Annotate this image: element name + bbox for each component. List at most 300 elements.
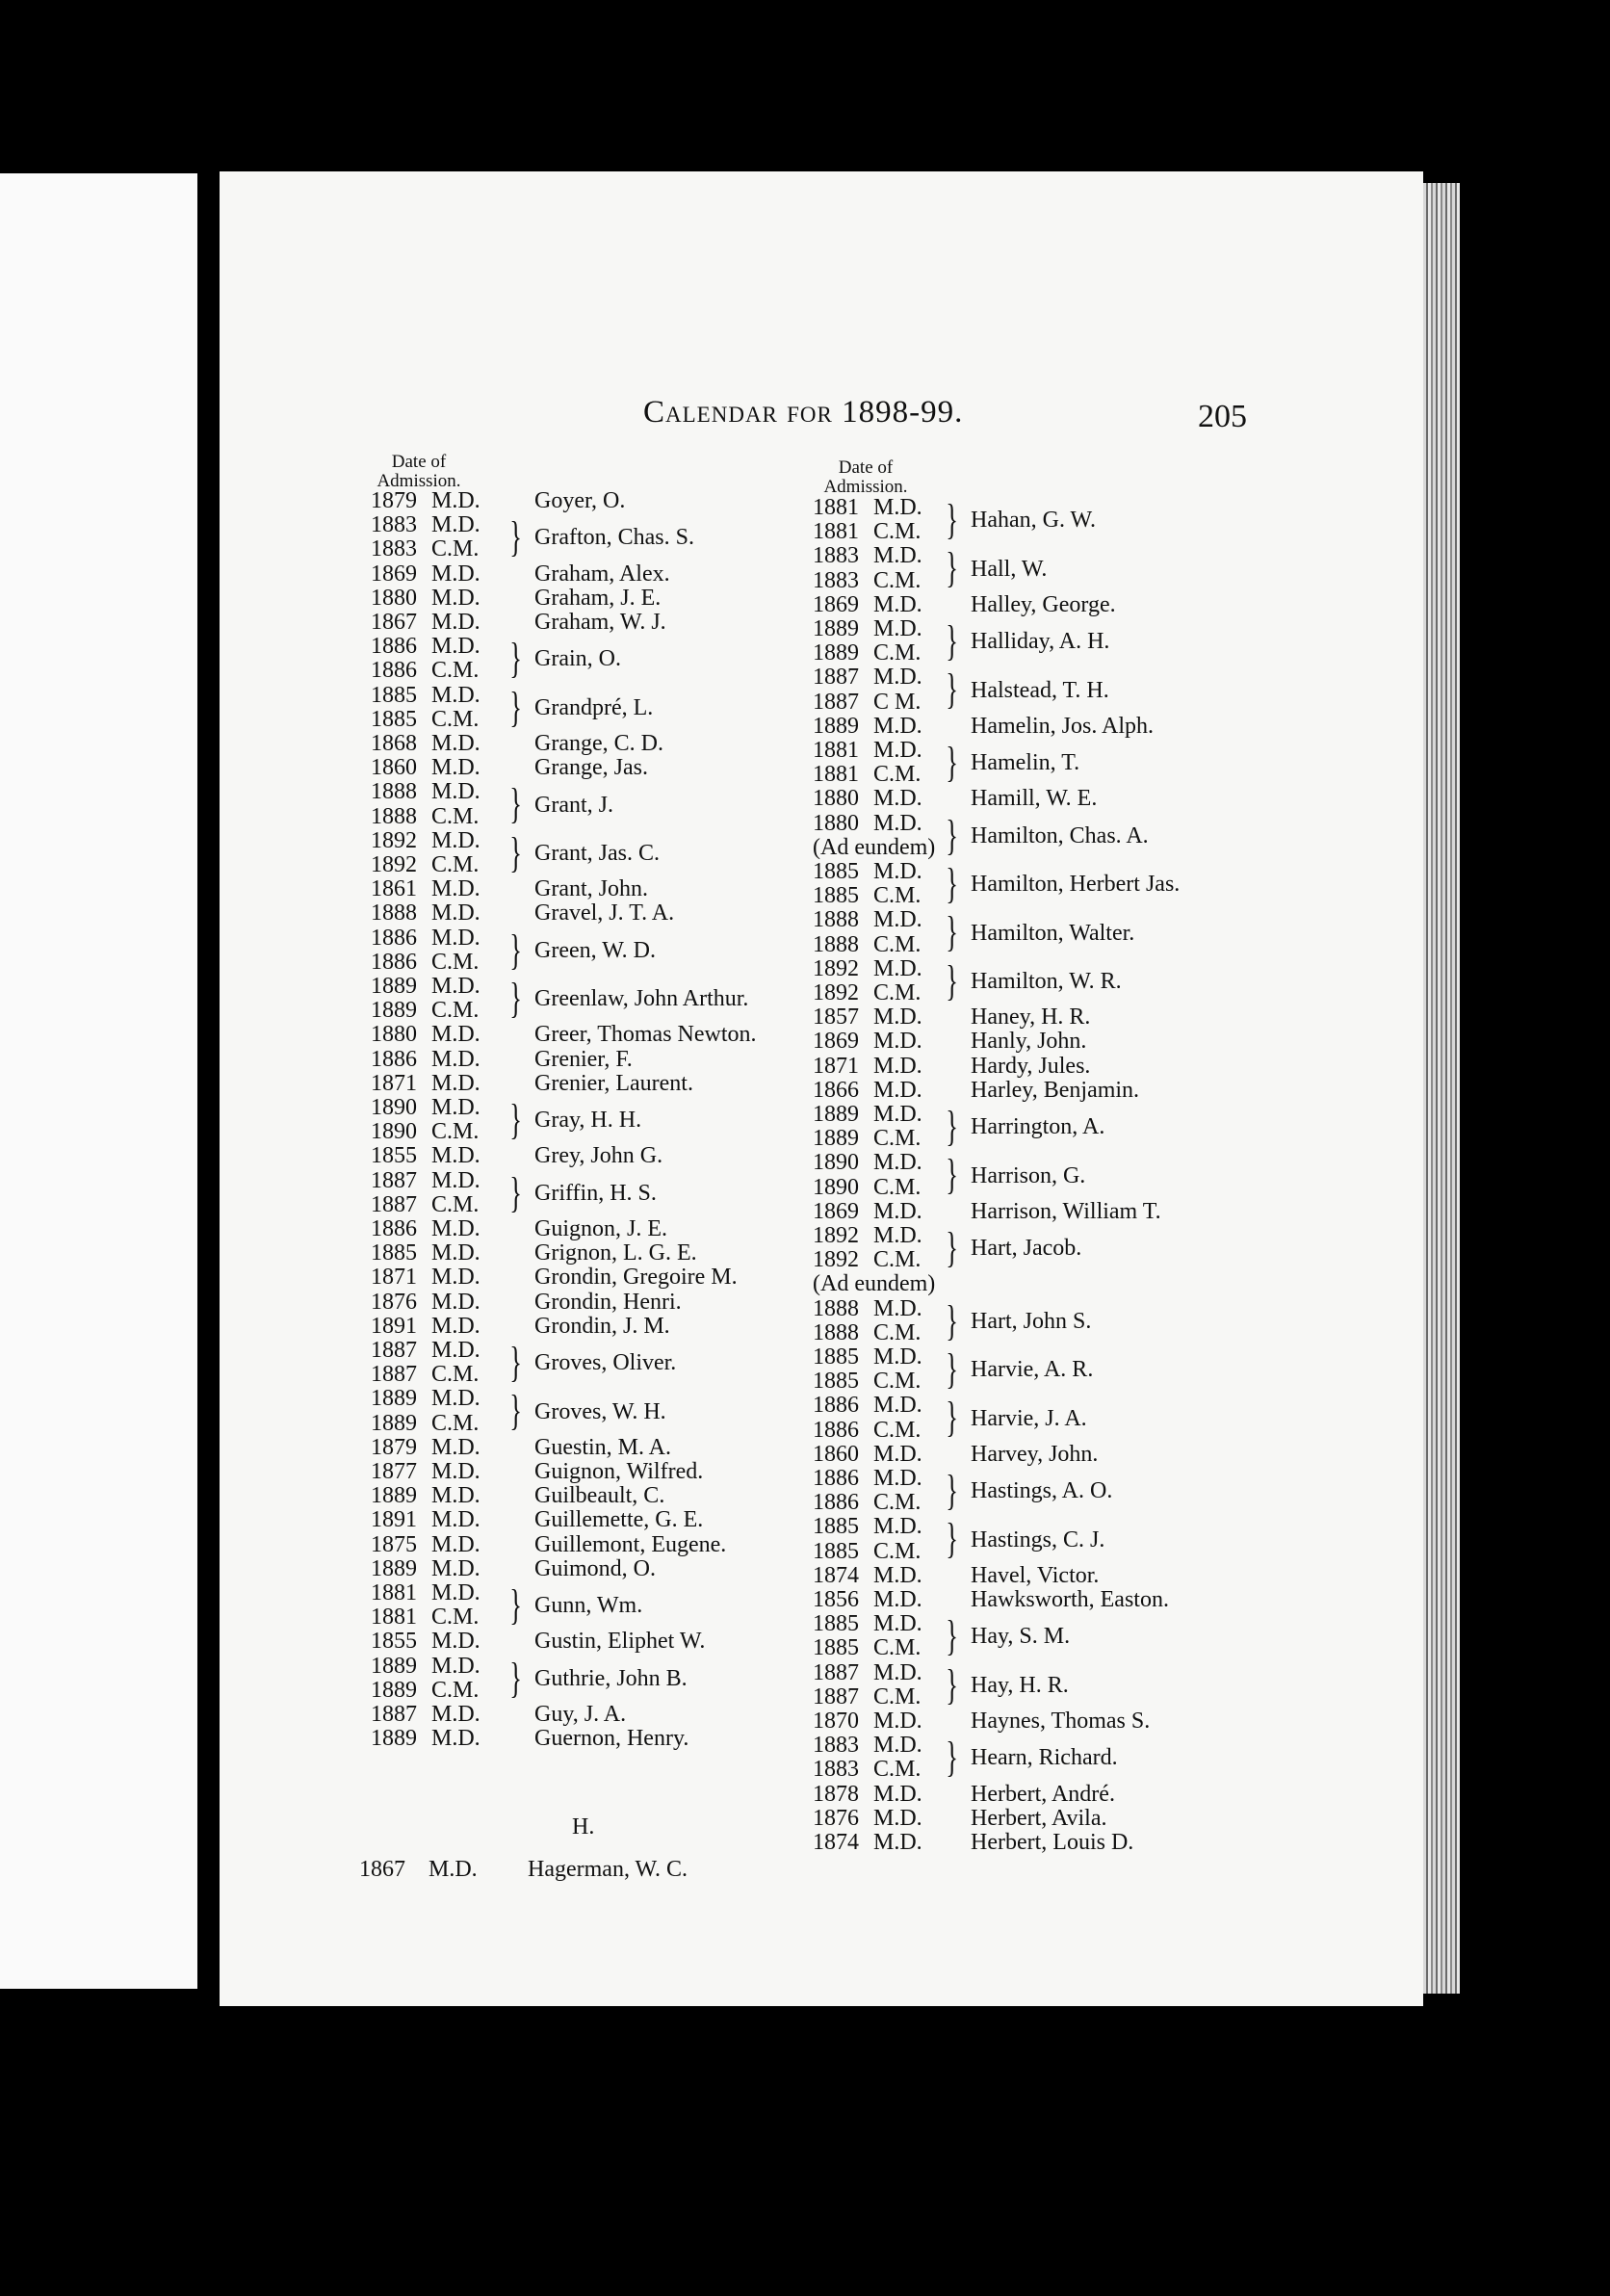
admission-year: 1881 [813, 762, 859, 788]
graduate-name: Harvie, J. A. [971, 1405, 1087, 1431]
degree: M.D. [431, 1313, 480, 1339]
pair-brace: } [946, 1394, 958, 1442]
degree: M.D. [431, 1070, 480, 1096]
degree: C.M. [873, 1247, 922, 1273]
degree: M.D. [873, 1830, 922, 1855]
admission-year: 1887 [813, 665, 859, 691]
admission-year: 1886 [371, 1046, 417, 1072]
admission-year: 1889 [371, 998, 417, 1024]
graduate-name: Hastings, C. J. [971, 1526, 1105, 1552]
graduate-name: Hardy, Jules. [971, 1053, 1091, 1079]
admission-year: 1887 [371, 1362, 417, 1388]
graduate-name: Goyer, O. [534, 488, 626, 513]
admission-year: 1891 [371, 1507, 417, 1533]
degree: M.D. [431, 1555, 480, 1581]
degree: M.D. [873, 1150, 922, 1176]
graduate-name: Hamilton, Herbert Jas. [971, 872, 1181, 898]
degree: C.M. [873, 640, 922, 666]
degree: M.D. [873, 1102, 922, 1127]
admission-year: 1889 [371, 1483, 417, 1509]
graduate-name: Grenier, F. [534, 1046, 633, 1072]
graduate-name: Hamilton, W. R. [971, 969, 1122, 994]
graduate-name: Harley, Benjamin. [971, 1077, 1140, 1103]
degree: M.D. [873, 1198, 922, 1224]
degree: M.D. [431, 1702, 480, 1727]
admission-year: 1888 [813, 907, 859, 933]
graduate-name: Hawksworth, Easton. [971, 1587, 1169, 1612]
degree: M.D. [428, 1857, 478, 1882]
degree: C.M. [873, 1490, 922, 1516]
degree: M.D. [873, 1077, 922, 1103]
pair-brace: } [946, 544, 958, 592]
graduate-name: Guignon, J. E. [534, 1216, 667, 1241]
admission-year: 1883 [371, 536, 417, 562]
admission-year: 1885 [813, 1514, 859, 1540]
admission-year: 1855 [371, 1629, 417, 1655]
graduate-name: Grange, Jas. [534, 755, 648, 781]
pair-brace: } [946, 496, 958, 543]
graduate-name: Hamill, W. E. [971, 786, 1098, 812]
degree: M.D. [431, 1531, 480, 1557]
admission-year: 1883 [813, 1733, 859, 1759]
pair-brace: } [946, 1103, 958, 1150]
degree: M.D. [873, 1295, 922, 1321]
degree: C.M. [873, 980, 922, 1005]
pair-brace: } [946, 860, 958, 907]
graduate-name: Graham, W. J. [534, 610, 666, 635]
graduate-name: Harvey, John. [971, 1441, 1099, 1467]
degree: C.M. [873, 519, 922, 545]
pair-brace: } [509, 1387, 522, 1435]
admission-year: 1855 [371, 1143, 417, 1169]
degree: M.D. [431, 731, 480, 756]
graduate-name: Halliday, A. H. [971, 629, 1110, 655]
degree: M.D. [873, 1659, 922, 1685]
graduate-name: Guilbeault, C. [534, 1483, 665, 1509]
admission-year: 1890 [371, 1119, 417, 1145]
graduate-name: Haney, H. R. [971, 1004, 1091, 1031]
pair-brace: } [509, 513, 522, 561]
degree: M.D. [431, 1265, 480, 1291]
admission-year: 1885 [813, 1538, 859, 1564]
degree: M.D. [873, 495, 922, 520]
admission-year: 1880 [371, 585, 417, 611]
pair-brace: } [509, 683, 522, 731]
graduate-name: Hamelin, T. [971, 750, 1080, 776]
admission-year: 1886 [371, 634, 417, 660]
graduate-name: Grange, C. D. [534, 731, 663, 756]
admission-year: 1886 [813, 1466, 859, 1491]
graduate-name: Herbert, Louis D. [971, 1830, 1134, 1855]
pair-brace: } [946, 665, 958, 714]
degree: M.D. [873, 1466, 922, 1491]
heading-line: Date of [391, 452, 447, 472]
admission-year: 1889 [371, 1410, 417, 1436]
pair-brace: } [509, 975, 522, 1022]
pair-brace: } [946, 1734, 958, 1782]
pair-brace: } [946, 1296, 958, 1344]
degree: M.D. [873, 738, 922, 763]
admission-year: 1883 [813, 567, 859, 593]
admission-year: 1874 [813, 1562, 859, 1588]
admission-year: 1890 [371, 1095, 417, 1120]
admission-year: (Ad eundem) [813, 834, 936, 860]
degree: M.D. [431, 827, 480, 853]
degree: M.D. [873, 859, 922, 884]
pair-brace: } [509, 828, 522, 876]
graduate-name: Grenier, Laurent. [534, 1070, 693, 1096]
graduate-name: Hay, H. R. [971, 1672, 1069, 1698]
admission-year: 1888 [813, 931, 859, 957]
admission-year: 1857 [813, 1004, 859, 1031]
graduate-name: Green, W. D. [534, 937, 656, 963]
admission-year: 1889 [371, 1677, 417, 1703]
admission-year: 1889 [813, 616, 859, 641]
degree: M.D. [873, 810, 922, 836]
admission-year: 1881 [813, 738, 859, 763]
admission-year: 1887 [371, 1167, 417, 1193]
graduate-name: Hamilton, Walter. [971, 920, 1135, 946]
degree: M.D. [431, 1289, 480, 1315]
degree: C.M. [431, 998, 480, 1024]
admission-year: 1889 [371, 1653, 417, 1679]
pair-brace: } [946, 1224, 958, 1271]
admission-year: 1880 [813, 786, 859, 812]
pair-brace: } [946, 1151, 958, 1199]
degree: C.M. [431, 1191, 480, 1217]
admission-year: 1880 [371, 1022, 417, 1048]
degree: C.M. [431, 706, 480, 732]
admission-year: 1892 [813, 1247, 859, 1273]
admission-year: 1871 [371, 1265, 417, 1291]
admission-year: 1888 [371, 779, 417, 805]
degree: M.D. [431, 488, 480, 513]
admission-year: 1890 [813, 1174, 859, 1200]
admission-year: 1888 [813, 1295, 859, 1321]
admission-year: 1868 [371, 731, 417, 756]
degree: M.D. [431, 634, 480, 660]
admission-year: 1885 [813, 1611, 859, 1637]
admission-year: 1885 [813, 1369, 859, 1395]
degree: M.D. [873, 955, 922, 981]
degree: C.M. [873, 1538, 922, 1564]
degree: M.D. [431, 1507, 480, 1533]
degree: C.M. [873, 1126, 922, 1152]
degree: M.D. [431, 585, 480, 611]
graduate-name: Hahan, G. W. [971, 508, 1096, 534]
graduate-name: Guimond, O. [534, 1555, 656, 1581]
degree: C.M. [431, 803, 480, 829]
admission-year: 1886 [813, 1393, 859, 1419]
pair-brace: } [509, 780, 522, 828]
pair-brace: } [946, 811, 958, 859]
degree: M.D. [431, 876, 480, 902]
graduate-name: Hall, W. [971, 556, 1048, 582]
degree: M.D. [431, 1338, 480, 1363]
admission-year: 1889 [371, 1386, 417, 1412]
graduate-name: Guthrie, John B. [534, 1665, 688, 1691]
graduate-name: Hanly, John. [971, 1029, 1087, 1055]
graduate-name: Hagerman, W. C. [528, 1857, 688, 1882]
degree: C.M. [431, 536, 480, 562]
degree: C.M. [431, 852, 480, 877]
graduate-name: Graham, J. E. [534, 585, 662, 611]
graduate-name: Guillemette, G. E. [534, 1507, 704, 1533]
degree: M.D. [431, 1459, 480, 1484]
admission-year: 1886 [813, 1417, 859, 1443]
pair-brace: } [509, 1168, 522, 1216]
graduate-name: Grey, John G. [534, 1143, 663, 1169]
admission-year: 1885 [813, 1344, 859, 1370]
admission-year: 1869 [813, 591, 859, 617]
graduate-name: Gustin, Eliphet W. [534, 1629, 706, 1655]
graduate-name: Hastings, A. O. [971, 1478, 1113, 1504]
graduate-name: Halley, George. [971, 591, 1116, 617]
graduate-name: Guestin, M. A. [534, 1434, 672, 1460]
graduate-name: Graham, Alex. [534, 561, 670, 587]
admission-year: (Ad eundem) [813, 1271, 936, 1297]
degree: C.M. [431, 1410, 480, 1436]
degree: M.D. [431, 1095, 480, 1120]
degree: M.D. [873, 1805, 922, 1831]
graduate-name: Harrington, A. [971, 1114, 1105, 1140]
pair-brace: } [946, 1515, 958, 1563]
page-number: 205 [1198, 399, 1247, 434]
pair-brace: } [946, 1612, 958, 1660]
graduate-name: Gunn, Wm. [534, 1593, 643, 1619]
heading-line: Admission. [377, 471, 461, 491]
graduate-name: Hamilton, Chas. A. [971, 822, 1149, 848]
degree: M.D. [873, 1733, 922, 1759]
admission-year: 1885 [813, 883, 859, 909]
degree: M.D. [431, 1483, 480, 1509]
degree: M.D. [431, 1629, 480, 1655]
pair-brace: } [946, 956, 958, 1004]
degree: M.D. [431, 900, 480, 926]
degree: M.D. [431, 1022, 480, 1048]
admission-year: 1886 [371, 1216, 417, 1241]
admission-year: 1861 [371, 876, 417, 902]
degree: M.D. [431, 1386, 480, 1412]
degree: M.D. [431, 1580, 480, 1605]
degree: M.D. [873, 1029, 922, 1055]
degree: M.D. [431, 1216, 480, 1241]
degree: M.D. [873, 1562, 922, 1588]
admission-year: 1889 [813, 640, 859, 666]
admission-year: 1867 [359, 1857, 405, 1882]
degree: M.D. [431, 610, 480, 635]
admission-year: 1887 [371, 1191, 417, 1217]
degree: C.M. [873, 1369, 922, 1395]
admission-year: 1881 [813, 519, 859, 545]
graduate-name: Grant, J. [534, 792, 613, 818]
degree: M.D. [873, 1709, 922, 1734]
degree: M.D. [431, 1143, 480, 1169]
graduate-name: Grondin, Henri. [534, 1289, 682, 1315]
graduate-name: Harvie, A. R. [971, 1357, 1094, 1383]
graduate-name: Harrison, William T. [971, 1198, 1161, 1224]
admission-year: 1879 [371, 488, 417, 513]
admission-year: 1887 [813, 1659, 859, 1685]
degree: C.M. [873, 1174, 922, 1200]
degree: C.M. [873, 931, 922, 957]
admission-year: 1885 [813, 1635, 859, 1661]
graduate-name: Guillemont, Eugene. [534, 1531, 727, 1557]
degree: C.M. [431, 658, 480, 684]
admission-year: 1883 [813, 1757, 859, 1783]
graduate-name: Guernon, Henry. [534, 1726, 689, 1752]
degree: M.D. [431, 682, 480, 708]
degree: M.D. [873, 1223, 922, 1248]
admission-year: 1887 [813, 1683, 859, 1709]
graduate-name: Grain, O. [534, 646, 621, 672]
admission-year: 1885 [813, 859, 859, 884]
graduate-name: Gravel, J. T. A. [534, 900, 675, 926]
section-letter: H. [572, 1814, 595, 1839]
pair-brace: } [509, 1096, 522, 1143]
admission-year: 1886 [813, 1490, 859, 1516]
degree: M.D. [431, 512, 480, 538]
degree: M.D. [431, 779, 480, 805]
admission-year: 1856 [813, 1587, 859, 1612]
pair-brace: } [509, 1654, 522, 1702]
graduate-name: Grafton, Chas. S. [534, 525, 694, 551]
graduate-name: Grandpré, L. [534, 694, 654, 720]
graduate-name: Guignon, Wilfred. [534, 1459, 704, 1484]
degree: C.M. [431, 1605, 480, 1631]
admission-year: 1887 [371, 1702, 417, 1727]
degree: C.M. [431, 1677, 480, 1703]
admission-year: 1892 [813, 980, 859, 1005]
degree: C.M. [431, 1119, 480, 1145]
admission-year: 1888 [371, 900, 417, 926]
admission-year: 1889 [813, 1126, 859, 1152]
admission-year: 1860 [371, 755, 417, 781]
admission-year: 1886 [371, 925, 417, 951]
admission-year: 1881 [371, 1605, 417, 1631]
degree: M.D. [873, 1781, 922, 1807]
heading-line: Admission. [823, 477, 908, 497]
degree: M.D. [873, 616, 922, 641]
degree: M.D. [431, 1046, 480, 1072]
graduate-name: Herbert, André. [971, 1781, 1115, 1807]
heading-line: Date of [838, 457, 894, 478]
degree: C.M. [873, 1683, 922, 1709]
degree: M.D. [873, 1514, 922, 1540]
degree: M.D. [873, 665, 922, 691]
pair-brace: } [946, 1467, 958, 1514]
admission-year: 1886 [371, 949, 417, 975]
degree: C.M. [873, 762, 922, 788]
admission-year: 1889 [371, 1555, 417, 1581]
degree: M.D. [431, 1167, 480, 1193]
degree: C.M. [431, 1362, 480, 1388]
admission-year: 1870 [813, 1709, 859, 1734]
graduate-name: Groves, W. H. [534, 1398, 666, 1424]
degree: M.D. [873, 1587, 922, 1612]
admission-year: 1892 [813, 955, 859, 981]
admission-year: 1878 [813, 1781, 859, 1807]
graduate-name: Hamelin, Jos. Alph. [971, 713, 1154, 739]
graduate-name: Havel, Victor. [971, 1562, 1100, 1588]
degree: M.D. [431, 1726, 480, 1752]
degree: C.M. [431, 949, 480, 975]
admission-year: 1888 [371, 803, 417, 829]
degree: M.D. [431, 1653, 480, 1679]
admission-year: 1866 [813, 1077, 859, 1103]
degree: C.M. [873, 567, 922, 593]
degree: M.D. [431, 755, 480, 781]
degree: C.M. [873, 1757, 922, 1783]
graduate-name: Gray, H. H. [534, 1108, 642, 1134]
graduate-name: Hart, John S. [971, 1308, 1092, 1334]
degree: M.D. [873, 786, 922, 812]
admission-year: 1860 [813, 1441, 859, 1467]
pair-brace: } [946, 908, 958, 956]
admission-year: 1889 [371, 1726, 417, 1752]
degree: C.M. [873, 883, 922, 909]
degree: M.D. [873, 1393, 922, 1419]
graduate-name: Guy, J. A. [534, 1702, 627, 1727]
graduate-name: Grondin, Gregoire M. [534, 1265, 738, 1291]
degree: M.D. [873, 713, 922, 739]
graduate-name: Haynes, Thomas S. [971, 1709, 1151, 1734]
page-edge-stack [1423, 183, 1460, 1994]
degree: M.D. [873, 1611, 922, 1637]
degree: M.D. [873, 591, 922, 617]
admission-year: 1887 [813, 689, 859, 715]
graduate-name: Hay, S. M. [971, 1624, 1071, 1650]
degree: M.D. [873, 1441, 922, 1467]
degree: M.D. [431, 1434, 480, 1460]
pair-brace: } [509, 635, 522, 683]
degree: C.M. [873, 1635, 922, 1661]
degree: M.D. [431, 561, 480, 587]
graduate-name: Greenlaw, John Arthur. [534, 986, 749, 1012]
admission-year: 1892 [371, 827, 417, 853]
page-header [0, 395, 1610, 443]
pair-brace: } [946, 1345, 958, 1393]
admission-year: 1874 [813, 1830, 859, 1855]
degree: M.D. [873, 1004, 922, 1031]
admission-year: 1886 [371, 658, 417, 684]
degree: M.D. [873, 1344, 922, 1370]
degree: C M. [873, 689, 922, 715]
degree: M.D. [431, 974, 480, 999]
admission-year: 1885 [371, 1240, 417, 1266]
graduate-name: Griffin, H. S. [534, 1180, 657, 1206]
graduate-name: Hart, Jacob. [971, 1236, 1082, 1262]
admission-year: 1889 [813, 713, 859, 739]
graduate-name: Groves, Oliver. [534, 1350, 677, 1376]
graduate-name: Halstead, T. H. [971, 677, 1109, 703]
left-column-heading [366, 453, 472, 491]
graduate-name: Greer, Thomas Newton. [534, 1022, 757, 1048]
graduate-name: Harrison, G. [971, 1162, 1086, 1188]
pair-brace: } [509, 1339, 522, 1386]
admission-year: 1889 [813, 1102, 859, 1127]
admission-year: 1869 [371, 561, 417, 587]
admission-year: 1881 [813, 495, 859, 520]
admission-year: 1875 [371, 1531, 417, 1557]
admission-year: 1867 [371, 610, 417, 635]
graduate-name: Grant, John. [534, 876, 648, 902]
admission-year: 1889 [371, 974, 417, 999]
admission-year: 1876 [813, 1805, 859, 1831]
right-column-heading [813, 458, 919, 497]
admission-year: 1883 [813, 543, 859, 569]
admission-year: 1887 [371, 1338, 417, 1363]
